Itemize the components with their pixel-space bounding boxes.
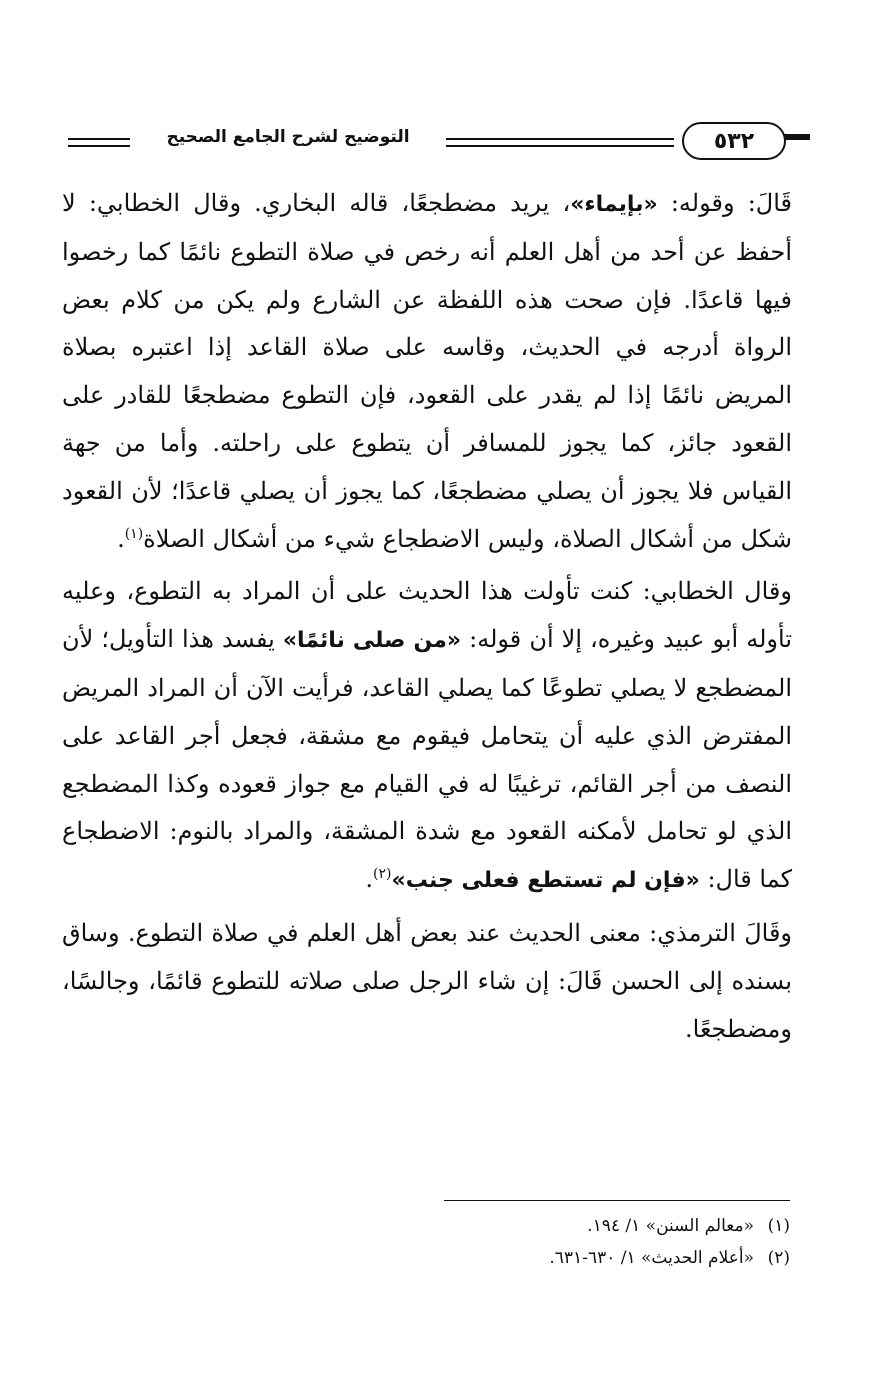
- paragraph: [62, 910, 792, 1053]
- footnotes: [250, 1210, 790, 1274]
- paragraph: [62, 568, 792, 905]
- header-rule: [446, 145, 674, 147]
- header-rule: [68, 145, 130, 147]
- text-run: ، يريد مضطجعًا، قاله البخاري. وقال الخطابي: لا أحفظ عن أحد من أهل العلم أنه رخص في صلاة التطوع نائمًا كما رخصوا فيها قاعدًا. فإن صحت هذه اللفظة عن الشارع ولم يكن من كلام بعض الرواة أدرجه في الحديث، وقاسه على صلاة القاعد إذا اعتبره بصلاة المريض نائمًا إذا لم يقدر على القعود، فإن التطوع مضطجعًا للقادر على القعود جائز، كما يجوز للمسافر أن يتطوع على راحلته. وأما من جهة القياس فلا يجوز أن يصلي مضطجعًا، كما يجوز أن يصلي قاعدًا؛ لأن القعود شكل من أشكال الصلاة، وليس الاضطجاع شيء من أشكال الصلاة: [62, 189, 792, 553]
- paragraph: [62, 180, 792, 563]
- main-text: [62, 180, 792, 1053]
- page-number: ٥٣٢: [713, 128, 755, 154]
- text-run: قَالَ: وقوله:: [657, 189, 792, 217]
- page-header: [60, 118, 804, 166]
- running-title: التوضيح لشرح الجامع الصحيح: [166, 127, 410, 147]
- footnote-number: (١): [767, 1216, 790, 1236]
- footnote: [250, 1210, 790, 1242]
- header-ornament: [784, 134, 810, 140]
- footnote-reference: (٢): [373, 866, 392, 883]
- quoted-term: «من صلى نائمًا»: [282, 628, 462, 654]
- text-run: يفسد هذا التأويل؛ لأن المضطجع لا يصلي تطوعًا كما يصلي القاعد، فرأيت الآن أن المراد المريض المفترض الذي عليه أن يتحامل فيقوم مع مشقة، فجعل أجر القاعد على النصف من أجر القائم، ترغيبًا له في القيام مع جواز قعوده وكذا المضطجع الذي لو تحامل لأمكنه القعود مع شدة المشقة، والمراد بالنوم: الاضطجاع كما قال:: [62, 625, 792, 894]
- quoted-term: «بإيماء»: [570, 192, 658, 217]
- page-number-badge: [682, 122, 786, 160]
- footnote-separator: [444, 1200, 790, 1201]
- quoted-verse: «فإن لم تستطع فعلى جنب»: [391, 868, 700, 894]
- footnote-reference: (١): [124, 525, 144, 542]
- footnote-text: «أعلام الحديث» ١/ ٦٣٠-٦٣١.: [549, 1248, 754, 1268]
- footnote-text: «معالم السنن» ١/ ١٩٤.: [587, 1216, 754, 1236]
- header-rule: [68, 138, 130, 140]
- text-run: .: [365, 865, 374, 894]
- footnote: [250, 1242, 790, 1274]
- text-run: وقال الخطابي: كنت تأولت هذا الحديث على أن المراد به التطوع، وعليه تأوله أبو عبيد وغيره، إلا أن قوله:: [62, 577, 793, 654]
- footnote-number: (٢): [767, 1248, 790, 1268]
- text-run: وقَالَ الترمذي: معنى الحديث عند بعض أهل العلم في صلاة التطوع. وساق بسنده إلى الحسن قَالَ: إن شاء الرجل صلى صلاته للتطوع قائمًا، وجالسًا، ومضطجعًا.: [62, 918, 792, 1043]
- text-run: .: [117, 524, 125, 553]
- header-rule: [446, 138, 674, 140]
